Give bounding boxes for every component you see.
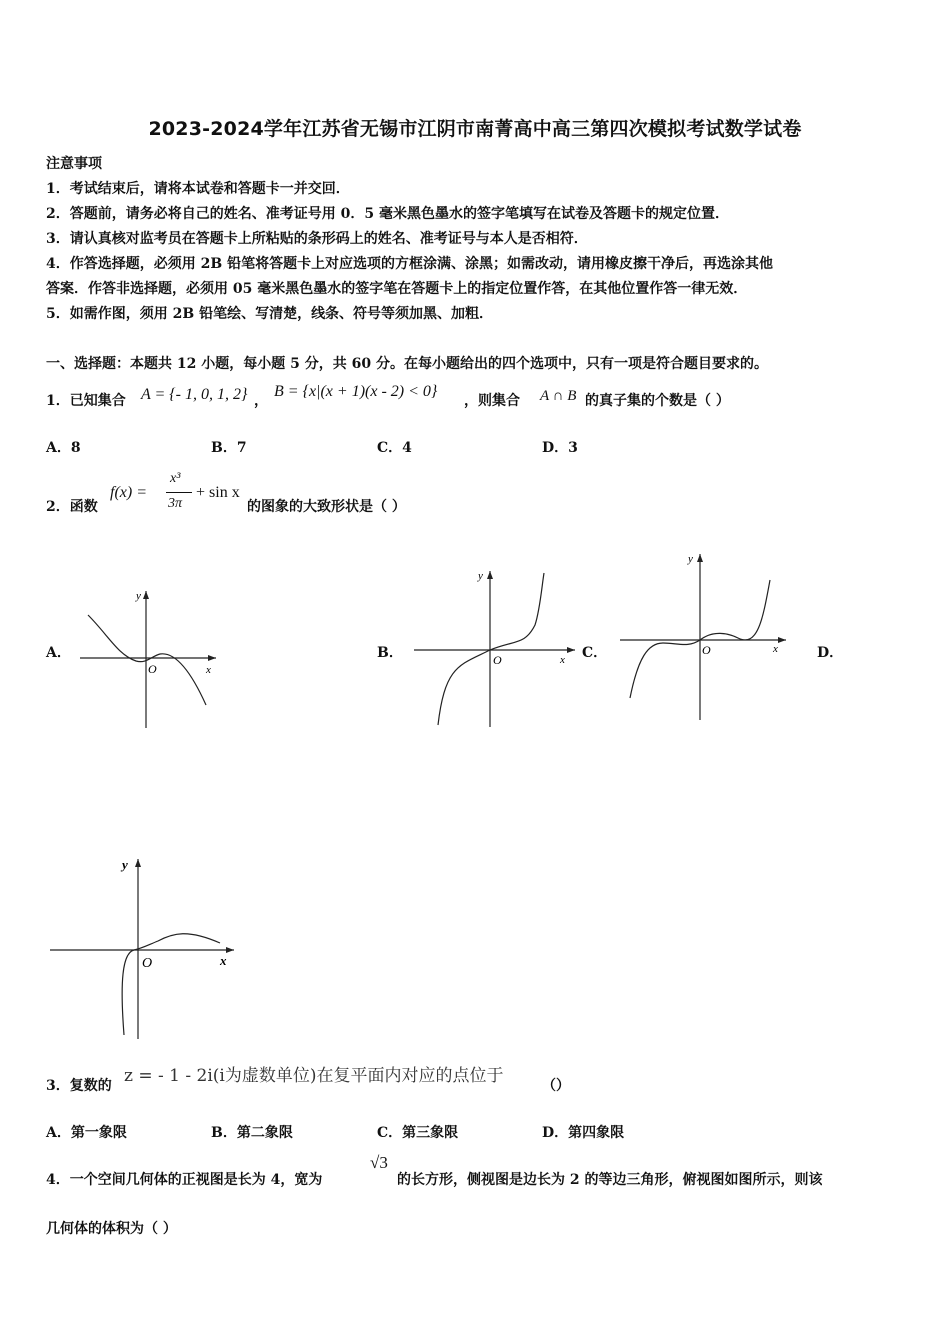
page-title: 2023-2024学年江苏省无锡市江阴市南菁高中高三第四次模拟考试数学试卷 (148, 118, 802, 140)
q2-prefix: 2．函数 (46, 499, 98, 515)
axis-x-label: x (560, 654, 565, 666)
notice-item: 1．考试结束后，请将本试卷和答题卡一并交回． (46, 181, 350, 197)
graph-c (618, 548, 788, 723)
origin-label: O (148, 662, 157, 676)
q1-set-b: B = {x|(x + 1)(x - 2) < 0} (274, 383, 438, 400)
q4-line1-b: 的长方形，侧视图是边长为 2 的等边三角形，俯视图如图所示，则该 (397, 1172, 823, 1188)
q1-tail: 的真子集的个数是（ ） (585, 393, 730, 409)
q4-line1-a: 4．一个空间几何体的正视图是长为 4，宽为 (46, 1172, 323, 1188)
q2-func-lhs: f(x) = (110, 484, 147, 501)
notice-item: 5．如需作图，须用 2B 铅笔绘、写清楚，线条、符号等须加黑、加粗． (46, 306, 494, 322)
q2-label-c: C． (582, 645, 608, 661)
notice-item: 答案．作答非选择题，必须用 05 毫米黑色墨水的签字笔在答题卡上的指定位置作答，在其他位置作答一律无效． (46, 281, 748, 297)
origin-label: O (142, 956, 153, 971)
q2-numerator: x³ (170, 471, 181, 486)
section-heading: 一、选择题：本题共 12 小题，每小题 5 分，共 60 分。在每小题给出的四个选项中，只有一项是符合题目要求的。 (46, 356, 768, 372)
graph-b (410, 565, 578, 730)
origin-label: O (702, 643, 711, 657)
q3-option-d: D．第四象限 (542, 1125, 625, 1141)
axis-y-label: y (136, 590, 141, 602)
q1-intersect: A ∩ B (540, 388, 577, 404)
q1-suffix: ，则集合 (464, 393, 520, 409)
q3-option-a: A．第一象限 (46, 1125, 127, 1141)
q2-label-a: A． (46, 645, 71, 661)
notice-item: 4．作答选择题，必须用 2B 铅笔将答题卡上对应选项的方框涂满、涂黑；如需改动，请用橡皮擦干净后，再选涂其他 (46, 256, 774, 272)
q2-label-b: B． (377, 645, 403, 661)
q2-label-d: D． (817, 645, 844, 661)
q3-option-c: C．第三象限 (377, 1125, 459, 1141)
axis-y-label: y (122, 857, 128, 872)
q3-tail: （） (542, 1078, 570, 1094)
notice-heading: 注意事项 (46, 156, 102, 172)
q1-option-a: A．8 (46, 440, 81, 456)
q4-sqrt3: √3 (370, 1153, 388, 1172)
axis-y-label: y (688, 553, 693, 565)
q3-formula: z = - 1 - 2i(i为虚数单位)在复平面内对应的点位于 (124, 1066, 504, 1086)
q3-prefix: 3．复数的 (46, 1078, 112, 1094)
q1-option-d: D．3 (542, 440, 578, 456)
q3-option-b: B．第二象限 (211, 1125, 293, 1141)
notice-item: 3．请认真核对监考员在答题卡上所粘贴的条形码上的姓名、准考证号与本人是否相符． (46, 231, 588, 247)
graph-d (48, 853, 238, 1041)
graph-a (78, 585, 218, 730)
q1-comma: ， (254, 393, 268, 409)
q1-option-c: C．4 (377, 440, 412, 456)
q1-option-b: B．7 (211, 440, 247, 456)
q2-plus-sin: + sin x (196, 484, 240, 501)
axis-x-label: x (206, 664, 211, 676)
q1-set-a: A = {- 1, 0, 1, 2} (141, 386, 248, 403)
q1-prefix: 1．已知集合 (46, 393, 126, 409)
notice-item: 2．答题前，请务必将自己的姓名、准考证号用 0．5 毫米黑色墨水的签字笔填写在试卷及答题卡的规定位置． (46, 206, 729, 222)
q2-denominator: 3π (168, 496, 183, 511)
axis-x-label: x (220, 953, 227, 968)
fraction-bar (166, 492, 192, 493)
axis-x-label: x (773, 643, 778, 655)
q2-tail: 的图象的大致形状是（ ） (247, 499, 406, 515)
origin-label: O (493, 653, 502, 667)
axis-y-label: y (478, 570, 483, 582)
q4-line2: 几何体的体积为（ ） (46, 1221, 177, 1237)
